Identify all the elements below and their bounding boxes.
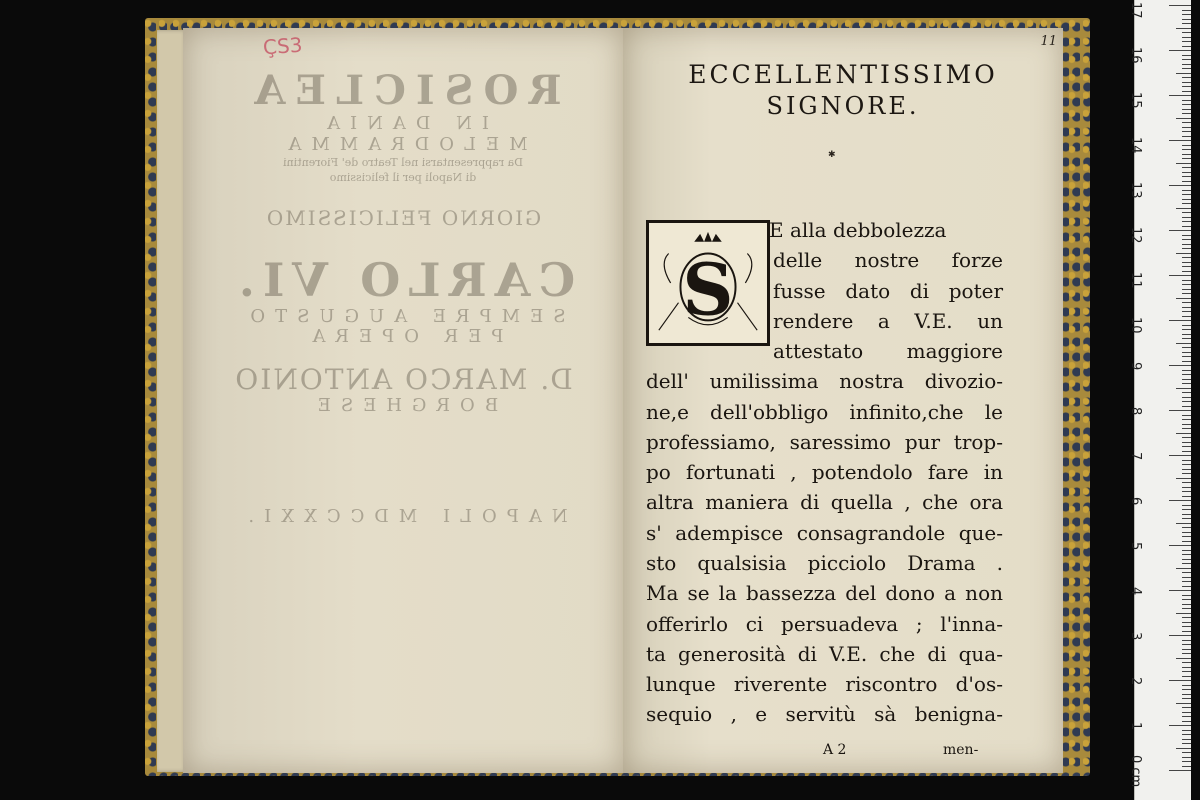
text-line: ta generosità di V.E. che di qua- [646,642,1003,666]
text-line: po fortunati , potendolo fare in [646,460,1003,484]
ruler-tick [1169,230,1191,231]
ruler-number: 16 [1128,47,1143,64]
ruler-tick [1176,163,1191,164]
ruler-tick [1182,491,1191,492]
ruler-tick [1182,487,1191,488]
ruler-tick [1182,374,1191,375]
ruler-tick [1182,113,1191,114]
ruler-tick [1182,712,1191,713]
ruler-tick [1182,293,1191,294]
svg-text:S: S [682,248,734,332]
ruler-tick [1182,100,1191,101]
ruler-tick [1182,716,1191,717]
ruler-tick [1182,599,1191,600]
ruler-tick [1182,383,1191,384]
ruler-number: 9 [1128,362,1143,371]
ruler-tick [1182,325,1191,326]
ruler-tick [1182,154,1191,155]
ruler-tick [1169,5,1191,6]
ruler-tick [1182,46,1191,47]
ruler-tick [1182,505,1191,506]
ruler-tick [1182,689,1191,690]
ruler-tick [1182,235,1191,236]
ruler-tick [1182,698,1191,699]
ruler-number: 17 [1128,2,1143,19]
ruler-tick [1182,271,1191,272]
ruler-tick [1182,707,1191,708]
text-line: rendere a V.E. un [773,309,1003,333]
ruler-tick [1169,590,1191,591]
ruler-tick [1182,604,1191,605]
ruler-tick [1182,145,1191,146]
text-line: sequio , e servitù sà benigna- [646,702,1003,726]
ruler-tick [1176,613,1191,614]
decorated-initial [646,220,770,346]
ruler-number: 8 [1128,407,1143,416]
text-line: professiamo, saressimo pur trop- [646,430,1003,454]
ruler-tick [1182,572,1191,573]
ruler-tick [1182,302,1191,303]
ruler-tick [1182,392,1191,393]
ruler-tick [1182,172,1191,173]
ruler-tick [1182,361,1191,362]
ruler-tick [1182,649,1191,650]
ruler-tick [1182,685,1191,686]
ruler-tick [1176,433,1191,434]
ruler-number: 4 [1128,587,1143,596]
ruler-tick [1182,131,1191,132]
ruler-number: 2 [1128,677,1143,686]
ruler-tick [1182,550,1191,551]
ruler-tick [1182,401,1191,402]
ruler-tick [1182,428,1191,429]
ruler-tick [1182,509,1191,510]
text-line: E alla debbolezza [769,218,947,242]
measurement-ruler [1128,0,1191,800]
ruler-tick [1182,212,1191,213]
ruler-tick [1169,95,1191,96]
ruler-number: 10 [1128,317,1143,334]
ruler-tick [1182,541,1191,542]
bleed-through-text: ROSICLEA IN DANIA MELODRAMMA Da rappresentarsi nel Teatro de' Fiorentini di Napoli per il felicissimo GIORNO FELICISSIMO CARLO VI. SEMPRE AUGUSTO PER OPERA D. MARCO ANTONIO BORGHESE NAPOLI MDCCXXI. [230,67,576,527]
ruler-tick [1182,104,1191,105]
ruler-tick [1182,415,1191,416]
ruler-tick [1169,365,1191,366]
ruler-tick [1182,730,1191,731]
ruler-tick [1182,482,1191,483]
ruler-number: 13 [1128,182,1143,199]
text-line: attestato maggiore [773,339,1003,363]
ruler-tick [1182,743,1191,744]
ruler-tick [1176,658,1191,659]
ruler-tick [1182,158,1191,159]
ruler-tick [1169,275,1191,276]
ruler-tick [1182,527,1191,528]
text-line: ne,e dell'obbligo infinito,che le [646,400,1003,424]
ruler-tick [1182,536,1191,537]
ruler-tick [1182,676,1191,677]
ruler-tick [1169,140,1191,141]
ruler-tick [1182,721,1191,722]
ruler-tick [1182,734,1191,735]
ruler-tick [1182,757,1191,758]
ruler-tick [1169,185,1191,186]
ruler-tick [1169,725,1191,726]
ruler-tick [1182,82,1191,83]
ruler-tick [1182,370,1191,371]
ruler-tick [1182,311,1191,312]
ruler-tick [1182,91,1191,92]
ruler-tick [1182,442,1191,443]
ruler-tick [1182,424,1191,425]
right-page [623,28,1063,773]
ruler-tick [1182,41,1191,42]
text-line: Ma se la bassezza del dono a non [646,581,1003,605]
text-line: dell' umilissima nostra divozio- [646,369,1003,393]
ruler-tick [1182,595,1191,596]
ruler-tick [1182,347,1191,348]
ruler-tick [1182,109,1191,110]
ruler-tick [1176,478,1191,479]
text-line: fusse dato di poter [773,279,1003,303]
initial-eagle-illustration [649,223,767,343]
ornament-mark: ✱ [828,150,836,160]
ruler-tick [1182,59,1191,60]
ruler-tick [1176,73,1191,74]
ruler-tick [1182,266,1191,267]
ruler-number: 7 [1128,452,1143,461]
ruler-tick [1182,496,1191,497]
ruler-tick [1182,451,1191,452]
ruler-number: 5 [1128,542,1143,551]
ruler-tick [1169,500,1191,501]
ruler-number: 3 [1128,632,1143,641]
ruler-tick [1182,419,1191,420]
ruler-tick [1176,748,1191,749]
signature-mark: A 2 [823,742,847,758]
ruler-tick [1169,635,1191,636]
shelfmark: ÇS3 [262,32,304,60]
ruler-tick [1176,118,1191,119]
ruler-number: 6 [1128,497,1143,506]
ruler-tick [1182,221,1191,222]
ruler-number: 1 [1128,722,1143,731]
ruler-tick [1182,608,1191,609]
ruler-tick [1176,208,1191,209]
ruler-tick [1182,446,1191,447]
ruler-tick [1182,280,1191,281]
ruler-tick [1182,473,1191,474]
ruler-tick [1182,194,1191,195]
ruler-tick [1182,23,1191,24]
ruler-tick [1176,298,1191,299]
ruler-tick [1182,37,1191,38]
text-line: lunque riverente riscontro d'os- [646,672,1003,696]
ruler-tick [1182,406,1191,407]
ruler-tick [1182,64,1191,65]
ruler-tick [1182,19,1191,20]
ruler-tick [1182,284,1191,285]
ruler-tick [1176,523,1191,524]
ruler-tick [1182,316,1191,317]
ruler-tick [1182,199,1191,200]
ruler-tick [1176,703,1191,704]
ruler-tick [1182,622,1191,623]
ruler-tick [1182,257,1191,258]
ruler-tick [1182,554,1191,555]
dedication-subheading: SIGNORE. [766,92,920,120]
ruler-tick [1176,28,1191,29]
ruler-tick [1182,662,1191,663]
ruler-tick [1182,203,1191,204]
ruler-tick [1182,586,1191,587]
ruler-tick [1182,581,1191,582]
ruler-tick [1182,653,1191,654]
text-line: altra maniera di quella , che ora [646,490,1003,514]
ruler-tick [1182,563,1191,564]
catchword: men- [943,742,979,758]
ruler-tick [1182,640,1191,641]
ruler-tick [1182,338,1191,339]
text-line: sto qualsisia picciolo Drama . [646,551,1003,575]
ruler-tick [1182,694,1191,695]
ruler-tick [1182,379,1191,380]
ruler-tick [1176,568,1191,569]
ruler-tick [1182,559,1191,560]
ruler-tick [1182,518,1191,519]
ruler-tick [1169,455,1191,456]
ruler-tick [1182,127,1191,128]
ruler-tick [1169,770,1191,771]
ruler-tick [1182,766,1191,767]
text-line: delle nostre forze [773,248,1003,272]
ruler-tick [1182,329,1191,330]
ruler-tick [1176,253,1191,254]
ruler-tick [1182,761,1191,762]
ruler-tick [1182,68,1191,69]
ruler-tick [1182,626,1191,627]
ruler-tick [1182,190,1191,191]
ruler-tick [1176,388,1191,389]
ruler-tick [1182,464,1191,465]
ruler-tick [1182,176,1191,177]
ruler-tick [1182,136,1191,137]
text-line: offerirlo ci persuadeva ; l'inna- [646,612,1003,636]
ruler-tick [1182,217,1191,218]
ruler-tick [1169,410,1191,411]
ruler-tick [1169,680,1191,681]
text-line: s' adempisce consagrandole que- [646,521,1003,545]
ruler-tick [1169,545,1191,546]
folio-number: 11 [1040,34,1057,49]
ruler-tick [1182,149,1191,150]
ruler-tick [1182,617,1191,618]
ruler-tick [1182,532,1191,533]
ruler-tick [1182,352,1191,353]
book [145,18,1090,776]
ruler-tick [1176,343,1191,344]
ruler-tick [1182,262,1191,263]
ruler-tick [1182,167,1191,168]
ruler-tick [1182,86,1191,87]
ruler-number: 11 [1128,272,1143,289]
ruler-tick [1182,244,1191,245]
ruler-tick [1182,239,1191,240]
ruler-tick [1182,307,1191,308]
ruler-tick [1182,644,1191,645]
ruler-tick [1182,460,1191,461]
left-page [183,28,624,773]
ruler-tick [1182,122,1191,123]
ruler-tick [1182,667,1191,668]
ruler-tick [1182,289,1191,290]
ruler-tick [1182,181,1191,182]
ruler-number: 14 [1128,137,1143,154]
ruler-tick [1182,226,1191,227]
ruler-tick [1182,739,1191,740]
ruler-tick [1182,32,1191,33]
ruler-tick [1182,77,1191,78]
ruler-tick [1182,469,1191,470]
ruler-tick [1182,356,1191,357]
ruler-unit-label: 0 cm [1128,755,1143,788]
ruler-tick [1182,671,1191,672]
ruler-tick [1182,397,1191,398]
ruler-tick [1182,437,1191,438]
ruler-tick [1182,10,1191,11]
ruler-tick [1169,50,1191,51]
ruler-number: 15 [1128,92,1143,109]
ruler-tick [1182,577,1191,578]
ruler-tick [1182,248,1191,249]
ruler-tick [1182,752,1191,753]
ruler-tick [1182,55,1191,56]
ruler-tick [1182,514,1191,515]
ruler-tick [1182,14,1191,15]
ruler-tick [1182,631,1191,632]
ruler-tick [1182,334,1191,335]
ruler-tick [1169,320,1191,321]
ruler-number: 12 [1128,227,1143,244]
dedication-heading: ECCELLENTISSIMO [688,60,998,89]
